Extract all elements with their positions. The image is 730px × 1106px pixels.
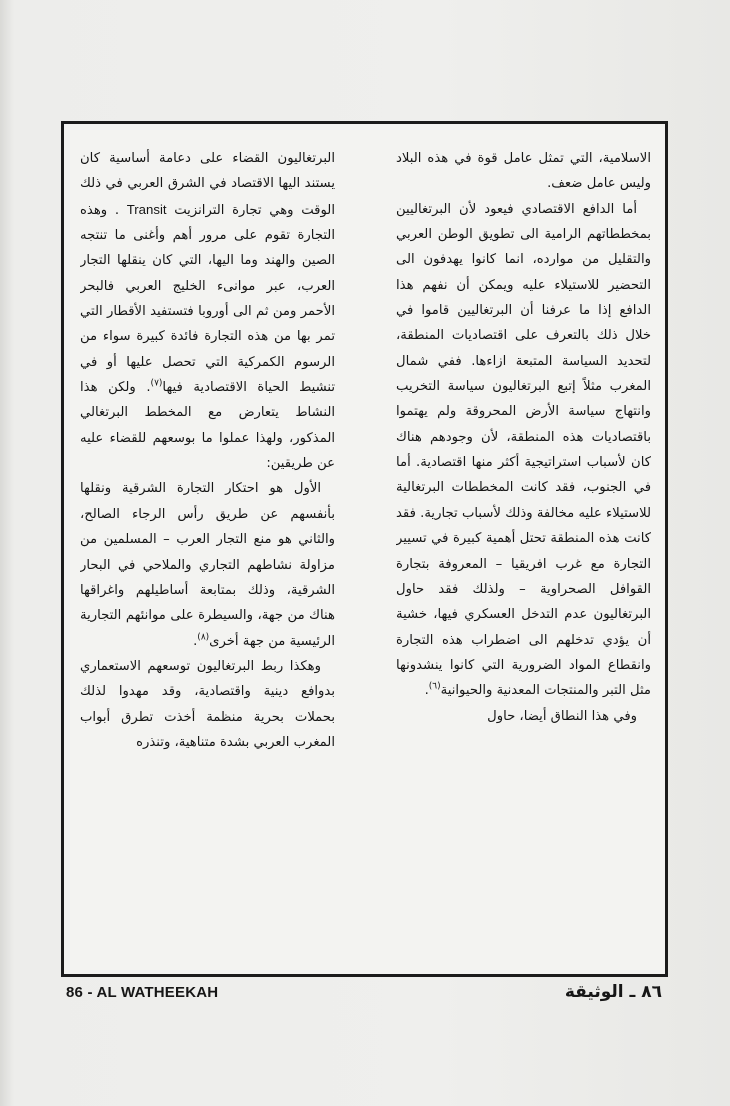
paragraph-text: . وهذه التجارة تقوم على مرور أهم وأغنى ما تنتجه الصين والهند وما اليها، التي كان ينقلها التجار العرب، عبر موانىء الخليج العربي فالبحر الأحمر ومن ثم الى أوروبا فتستفيد الأقطار التي تمر بها من هذه التجارة فائدة كبيرة سواء من الرسوم الكمركية التي تحصل عليها أو في تنشيط الحياة الاقتصادية فيها — [80, 202, 335, 396]
page-footer-arabic: ٨٦ ـ الوثيقة — [564, 982, 662, 1002]
article-frame — [61, 121, 668, 977]
latin-term: Transit — [126, 201, 167, 217]
page-footer-latin: 86 - AL WATHEEKAH — [66, 984, 219, 1001]
article-column-right — [396, 146, 651, 966]
paragraph: وهكذا ربط البرتغاليون توسعهم الاستعماري بدوافع دينية واقتصادية، وقد مهدوا لذلك بحملات بحرية منظمة أخذت تطرق أبواب المغرب العربي بشدة متناهية، وتنذره — [80, 658, 335, 750]
footnote-ref: (٧) — [150, 378, 163, 389]
paragraph: وفي هذا النطاق أيضا، حاول — [487, 708, 637, 724]
footnote-ref: (٦) — [428, 681, 441, 692]
footnote-ref: (٨) — [197, 632, 210, 643]
article-column-left — [80, 146, 335, 966]
paragraph — [80, 146, 335, 476]
paragraph: أما الدافع الاقتصادي فيعود لأن البرتغاليين بمخططاتهم الرامية الى تطويق الوطن العربي والتقليل من موارده، انما كانوا يهدفون الى التحضير للاستيلاء عليه ويمكن أن نفهم هذا الدافع إذا ما عرفنا أن البرتغاليين قاموا في خلال ذلك بالتعرف على اقتصاديات المنطقة، لتحديد السياسة المتبعة ازاءها. ففي شمال المغرب مثلاً إتبع البرتغاليون سياسة التخريب وانتهاج سياسة الأرض المحروقة ولم يهتموا باقتصاديات هذه المنطقة، لأن وجودهم هناك كان لأسباب استراتيجية أكثر منها اقتصادية. أما في الجنوب، فقد كانت المخططات البرتغالية للاستيلاء عليه مخالفة وذلك لأسباب تجارية. فقد كانت هذه المنطقة تحتل أهمية كبيرة في تسيير التجارة مع غرب افريقيا – المعروفة بتجارة القوافل الصحراوية – ولذلك فقد حاول البرتغاليون عدم التدخل العسكري فيها، خشية أن يؤدي تدخلهم الى اضطراب هذه التجارة وانقطاع المواد الضرورية التي كانوا ينشدونها مثل التبر والمنتجات المعدنية والحيوانية$^{(٦)}$. — [396, 201, 651, 699]
paragraph: الاسلامية، التي تمثل عامل قوة في هذه البلاد وليس عامل ضعف. — [396, 151, 651, 192]
paragraph — [80, 476, 335, 653]
paragraph-text: . — [193, 633, 198, 649]
paragraph-text: أما الدافع الاقتصادي فيعود لأن البرتغاليين بمخططاتهم الرامية الى تطويق الوطن العربي والتقليل من موارده، انما كانوا يهدفون الى التحضير للاستيلاء عليه ويمكن أن نفهم هذا الدافع إذا ما عرفنا أن البرتغاليين قاموا في خلال ذلك بالتعرف على اقتصاديات المنطقة، لتحديد السياسة المتبعة ازاءها. ففي شمال المغرب مثلاً إتبع البرتغاليون سياسة التخريب وانتهاج سياسة الأرض المحروقة ولم يهتموا باقتصاديات هذه المنطقة، لأن وجودهم هناك كان لأسباب استراتيجية أكثر منها اقتصادية. أما في الجنوب، فقد كانت المخططات البرتغالية للاستيلاء عليه مخالفة وذلك لأسباب تجارية. فقد كانت هذه المنطقة تحتل أهمية كبيرة في تسيير التجارة مع غرب افريقيا – المعروفة بتجارة القوافل الصحراوية – ولذلك فقد حاول البرتغاليون عدم التدخل العسكري فيها، خشية أن يؤدي تدخلهم الى اضطراب هذه التجارة وانقطاع المواد الضرورية التي كانوا ينشدونها مثل التبر والمنتجات المعدنية والحيوانية — [396, 201, 651, 699]
paragraph-text: . ولكن هذا النشاط يتعارض مع المخطط البرتغالي المذكور، ولهذا عملوا ما بوسعهم للقضاء عليه عن طريقين: — [80, 380, 335, 472]
paragraph-text: الأول هو احتكار التجارة الشرقية ونقلها بأنفسهم عن طريق رأس الرجاء الصالح، والثاني هو منع التجار العرب – المسلمين من مزاولة نشاطهم التجاري والملاحي في البحار الشرقية، وذلك بمتابعة أساطيلهم واغراقها هناك من جهة، والسيطرة على موانئهم التجارية الرئيسية من جهة أخرى — [80, 481, 335, 649]
paragraph-text: البرتغاليون القضاء على دعامة أساسية كان يستند اليها الاقتصاد في الشرق العربي في ذلك الوقت وهي تجارة الترانزيت — [80, 151, 335, 218]
